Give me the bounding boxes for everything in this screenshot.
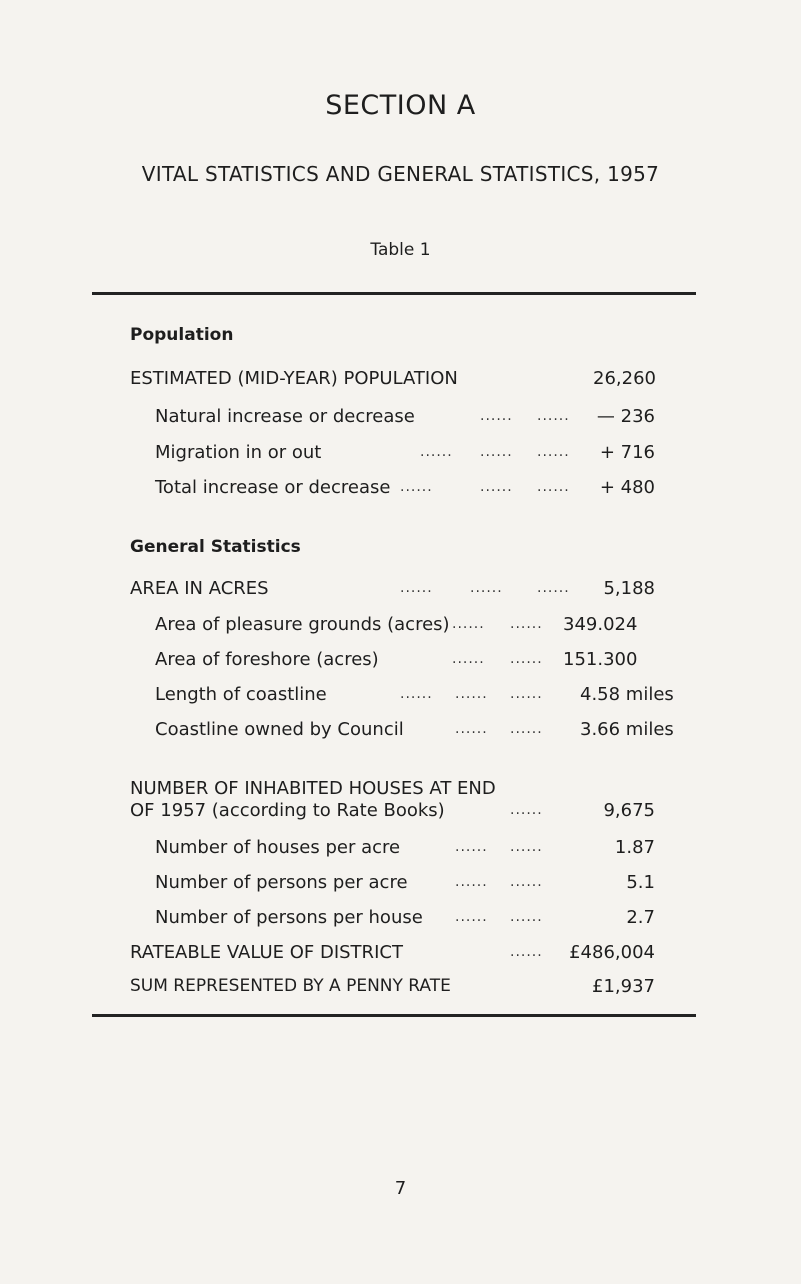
- leader-dots: ......: [400, 479, 433, 495]
- inhabited-houses-label-line2: OF 1957 (according to Rate Books): [130, 800, 445, 821]
- leader-dots: ......: [510, 721, 543, 737]
- persons-per-house-value: 2.7: [626, 907, 655, 928]
- houses-per-acre-value: 1.87: [614, 837, 655, 858]
- leader-dots: ......: [452, 651, 485, 667]
- estimated-population-value: 26,260: [593, 368, 656, 389]
- leader-dots: ......: [452, 616, 485, 632]
- foreshore-label: Area of foreshore (acres): [155, 649, 379, 670]
- leader-dots: ......: [420, 444, 453, 460]
- coastline-owned-value: 3.66 miles: [580, 719, 674, 740]
- leader-dots: ......: [400, 580, 433, 596]
- leader-dots: ......: [510, 686, 543, 702]
- top-rule: [92, 292, 696, 295]
- rateable-value: £486,004: [569, 942, 655, 963]
- leader-dots: ......: [400, 686, 433, 702]
- leader-dots: ......: [510, 874, 543, 890]
- penny-rate-value: £1,937: [592, 976, 655, 997]
- estimated-population-label: ESTIMATED (MID-YEAR) POPULATION: [130, 368, 458, 389]
- foreshore-value: 151.300: [563, 649, 638, 670]
- inhabited-houses-label-line1: NUMBER OF INHABITED HOUSES AT END: [130, 778, 496, 799]
- leader-dots: ......: [510, 616, 543, 632]
- coastline-length-value: 4.58 miles: [580, 684, 674, 705]
- leader-dots: ......: [455, 686, 488, 702]
- bottom-rule: [92, 1014, 696, 1017]
- persons-per-acre-value: 5.1: [626, 872, 655, 893]
- leader-dots: ......: [455, 839, 488, 855]
- leader-dots: ......: [537, 408, 570, 424]
- total-increase-label: Total increase or decrease: [155, 477, 391, 498]
- population-heading: Population: [130, 325, 234, 345]
- leader-dots: ......: [510, 909, 543, 925]
- penny-rate-label: SUM REPRESENTED BY A PENNY RATE: [130, 976, 451, 996]
- leader-dots: ......: [455, 874, 488, 890]
- persons-per-house-label: Number of persons per house: [155, 907, 423, 928]
- total-increase-value: + 480: [599, 477, 655, 498]
- leader-dots: ......: [510, 839, 543, 855]
- leader-dots: ......: [480, 444, 513, 460]
- page-number: 7: [394, 1178, 407, 1199]
- table-label: Table 1: [370, 240, 431, 260]
- natural-increase-value: — 236: [596, 406, 655, 427]
- migration-value: + 716: [599, 442, 655, 463]
- leader-dots: ......: [510, 651, 543, 667]
- leader-dots: ......: [510, 944, 543, 960]
- pleasure-grounds-label: Area of pleasure grounds (acres): [155, 614, 450, 635]
- natural-increase-label: Natural increase or decrease: [155, 406, 415, 427]
- coastline-length-label: Length of coastline: [155, 684, 327, 705]
- leader-dots: ......: [455, 721, 488, 737]
- migration-label: Migration in or out: [155, 442, 322, 463]
- rateable-value-label: RATEABLE VALUE OF DISTRICT: [130, 942, 403, 963]
- area-in-acres-label: AREA IN ACRES: [130, 578, 269, 599]
- leader-dots: ......: [537, 580, 570, 596]
- leader-dots: ......: [470, 580, 503, 596]
- pleasure-grounds-value: 349.024: [563, 614, 638, 635]
- leader-dots: ......: [510, 802, 543, 818]
- area-in-acres-value: 5,188: [603, 578, 655, 599]
- leader-dots: ......: [480, 479, 513, 495]
- leader-dots: ......: [480, 408, 513, 424]
- leader-dots: ......: [537, 479, 570, 495]
- leader-dots: ......: [537, 444, 570, 460]
- general-statistics-heading: General Statistics: [130, 537, 301, 557]
- inhabited-houses-value: 9,675: [603, 800, 655, 821]
- section-title: SECTION A: [325, 90, 476, 121]
- coastline-owned-label: Coastline owned by Council: [155, 719, 404, 740]
- leader-dots: ......: [455, 909, 488, 925]
- houses-per-acre-label: Number of houses per acre: [155, 837, 401, 858]
- persons-per-acre-label: Number of persons per acre: [155, 872, 408, 893]
- page-title: VITAL STATISTICS AND GENERAL STATISTICS, 1957: [141, 162, 660, 186]
